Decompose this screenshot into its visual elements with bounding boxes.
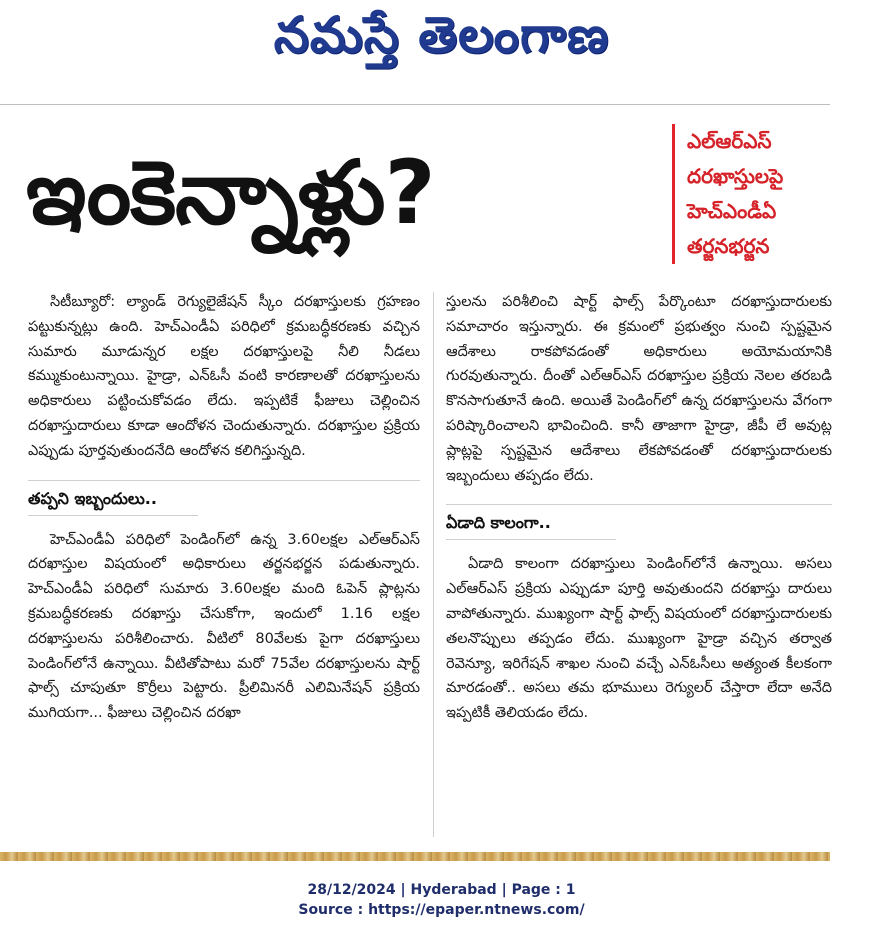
- page-footer: [0, 880, 883, 920]
- article-paragraph: స్తులను పరిశీలించి షార్ట్ ఫాల్స్ పేర్కొంటూ దరఖాస్తుదారులకు సమాచారం ఇస్తున్నారు. ఈ క్రమంలో ప్రభుత్వం నుంచి స్పష్టమైన ఆదేశాలు రాకపోవడంతో అధికారులు అయోమయానికి గురవుతున్నారు. దీంతో ఎల్‌ఆర్‌ఎస్ దరఖాస్తుల ప్రక్రియ నెలల తరబడి కొనసాగుతూనే ఉంది. అయితే పెండింగ్‌లో ఉన్న దరఖాస్తులను వేగంగా పరిష్కారించాలని భావించింది. కానీ తాజాగా హైడ్రా, జీపీ లే అవుట్ల ప్లాట్లపై స్పష్టమైన ఆదేశాలు లేకపోవడంతో దరఖాస్తుదారులకు ఇబ్బందులు తప్పడం లేదు.: [446, 294, 832, 484]
- article-paragraph: హెచ్‌ఎండీఏ పరిధిలో పెండింగ్‌లో ఉన్న 3.60లక్షల ఎల్‌ఆర్‌ఎస్ దరఖాస్తుల విషయంలో అధికారులు తర్జనభర్జన పడుతున్నారు. హెచ్‌ఎండీఏ పరిధిలో సుమారు 3.60లక్షల మంది ఓపెన్ ప్లాట్లను క్రమబద్ధీకరణకు దరఖాస్తు చేసుకోగా, ఇందులో 1.16 లక్షల దరఖాస్తులను పరిశీలించారు. వీటిలో 80వేలకు పైగా దరఖాస్తులు పెండింగ్‌లోనే ఉన్నాయి. వీటితోపాటు మరో 75వేల దరఖాస్తులను షార్ట్ ఫాల్స్ చూపుతూ కొర్రీలు పెట్టారు. ప్రీలిమినరీ ఎలిమినేషన్ ప్రక్రియ ముగియగా... ఫీజులు చెల్లించిన దరఖా: [28, 531, 420, 722]
- column-divider: [433, 292, 434, 837]
- headline: ఇంకెన్నాళ్లు?: [26, 141, 435, 244]
- footer-date-line: 28/12/2024 | Hyderabad | Page : 1: [307, 882, 576, 898]
- sidebox-line-2: దరఖాస్తులపై: [687, 164, 784, 188]
- footer-source-line: Source : https://epaper.ntnews.com/: [298, 902, 585, 918]
- section-subheading: ఏడాది కాలంగా..: [446, 504, 832, 540]
- sidebox-line-3: హెచ్‌ఎండీఏ: [687, 199, 777, 223]
- headline-sidebox: [672, 124, 830, 264]
- header-divider: [0, 104, 830, 105]
- article-paragraph: ఏడాది కాలంగా దరఖాస్తులు పెండింగ్‌లోనే ఉన్నాయి. అసలు ఎల్‌ఆర్‌ఎస్ ప్రక్రియ ఎప్పుడూ పూర్తి అవుతుందని దరఖాస్తు దారులు వాపోతున్నారు. ముఖ్యంగా షార్ట్ ఫాల్స్ విషయంలో దరఖాస్తుదారులకు తలనొప్పులు తప్పడం లేదు. ముఖ్యంగా హైడ్రా వచ్చిన తర్వాత రెవెన్యూ, ఇరిగేషన్ శాఖల నుంచి వచ్చే ఎన్‌ఓసీలు అత్యంత కీలకంగా మారడంతో.. అసలు తమ భూములు రెగ్యులర్ చేస్తారా లేదా అనేది ఇప్పటికీ తెలియడం లేదు.: [446, 556, 832, 722]
- decorative-strip: [0, 852, 830, 861]
- headline-block: [0, 112, 830, 282]
- sidebox-line-1: ఎల్‌ఆర్‌ఎస్: [687, 129, 772, 153]
- sidebox-line-4: తర్జనభర్జన: [687, 234, 770, 258]
- masthead: [0, 0, 883, 92]
- newspaper-logo: నమస్తే తెలంగాణ: [273, 6, 610, 64]
- section-subheading: తప్పని ఇబ్బందులు..: [28, 480, 420, 516]
- article-column-right: [446, 290, 832, 726]
- article-paragraph: సిటీబ్యూరో: ల్యాండ్ రెగ్యులైజేషన్ స్కీం దరఖాస్తులకు గ్రహణం పట్టుకున్నట్లు ఉంది. హెచ్‌ఎండీఏ పరిధిలో క్రమబద్ధీకరణకు వచ్చిన సుమారు మూడున్నర లక్షల దరఖాస్తులపై నీలి నీడలు కమ్ముకుంటున్నాయి. హైడ్రా, ఎన్‌ఓసీ వంటి కారణాలతో దరఖాస్తులను అధికారులు పట్టించుకోవడం లేదు. ఇప్పటికే ఫీజులు చెల్లించిన దరఖాస్తుదారులు కూడా ఆందోళన చెందుతున్నారు. దరఖాస్తుల ప్రక్రియ ఎప్పుడు పూర్తవుతుందనేది ఆందోళన కలిగిస్తున్నది.: [28, 294, 420, 459]
- article-column-left: [28, 290, 420, 726]
